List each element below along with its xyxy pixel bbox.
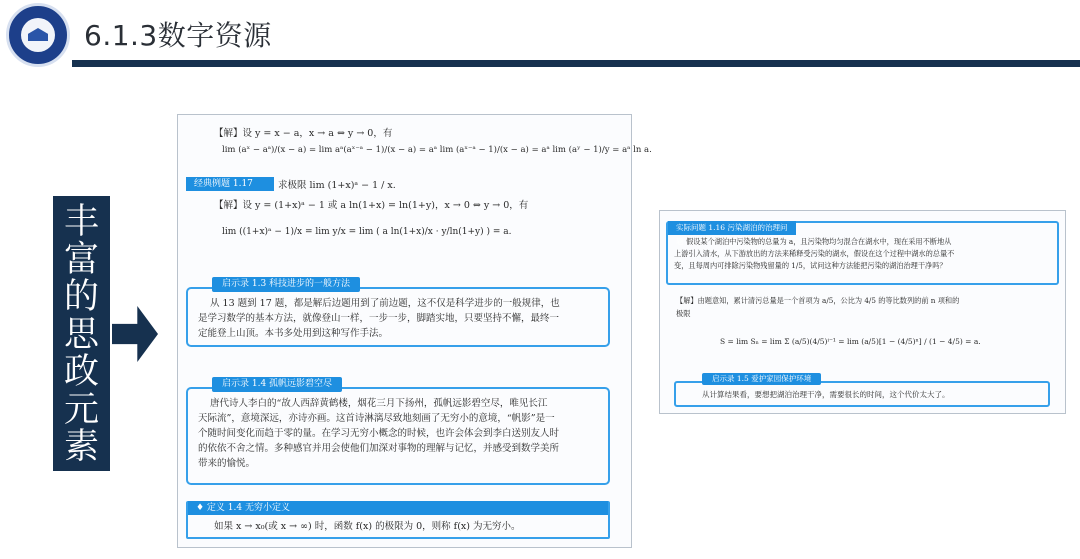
insight-line: 的依依不舍之情。多种感官并用会使他们加深对事物的理解与记忆，并感受到数学美所: [198, 443, 560, 454]
slide-title: 6.1.3数字资源: [84, 19, 272, 52]
header-rule: [72, 60, 1080, 67]
insight-line: 天际流”，意境深远，亦诗亦画。这首诗淋漓尽致地刻画了无穷小的意境，“帆影”是一: [198, 413, 555, 424]
solution-line-1: 【解】设 y = x − a，x → a ⇔ y → 0，有: [214, 128, 393, 139]
problem-line: 变，且每周内可排除污染物残留量的 1/5，试问这种方法能把污染的湖泊治理干净吗？: [674, 261, 947, 270]
insight-line: 从 13 题到 17 题，都是解后边题用到了前边题，这不仅是科学进步的一般规律，也: [210, 298, 560, 309]
insight-line: 定能登上山顶。本书多处用到这种写作手法。: [198, 328, 389, 339]
side-label: 丰 富 的 思 政 元 素: [63, 202, 99, 467]
insight-line: 个随时间变化而趋于零的量。在学习无穷小概念的时候，也许会体会到李白送别友人时: [198, 428, 560, 439]
slide-header: [0, 0, 1080, 62]
formula-1: lim (aˣ − aᵃ)/(x − a) = lim aᵃ(aˣ⁻ᵃ − 1)/(x − a) = aᵃ lim (aˣ⁻ᵃ − 1)/(x − a) = aᵃ lim (aʸ − 1)/y = aᵃ ln a.: [222, 145, 652, 155]
insight-line: 带来的愉悦。: [198, 458, 256, 469]
university-logo: [6, 3, 70, 67]
insight-title-1-3: 启示录 1.3 科技进步的一般方法: [212, 277, 360, 292]
insight-title-1-4: 启示录 1.4 孤帆远影碧空尽: [212, 377, 342, 392]
solution-line: 极限: [676, 309, 691, 318]
insight-line: 唐代诗人李白的“故人西辞黄鹤楼，烟花三月下扬州，孤帆远影碧空尽，唯见长江: [210, 398, 548, 409]
problem-tag: 实际问题 1.16 污染湖泊的治理问题: [668, 221, 796, 235]
definition-title: ♦ 定义 1.4 无穷小定义: [188, 501, 608, 515]
right-arrow-icon: [112, 306, 158, 362]
insight-text: 从计算结果看，要想把湖泊治理干净，需要很长的时间，这个代价太大了。: [702, 390, 950, 399]
insight-line: 是学习数学的基本方法，就像登山一样，一步一步，脚踏实地，只要坚持不懈，最终一: [198, 313, 560, 324]
example-tag: 经典例题 1.17: [186, 177, 274, 191]
left-document-image: [177, 114, 652, 548]
insight-title-1-5: 启示录 1.5 爱护家园保护环境: [702, 373, 821, 385]
side-label-box: [53, 196, 110, 471]
right-document-image: [659, 210, 1066, 414]
formula-2: lim ((1+x)ᵃ − 1)/x = lim y/x = lim ( a ln(1+x)/x · y/ln(1+y) ) = a.: [222, 227, 512, 237]
example-text: 求极限 lim (1+x)ᵃ − 1 / x.: [278, 180, 396, 191]
problem-line: 假设某个湖泊中污染物的总量为 a，且污染物均匀混合在湖水中，现在采用不断地从: [686, 237, 952, 246]
solution-line-2: 【解】设 y = (1+x)ᵃ − 1 或 a ln(1+x) = ln(1+y)，x → 0 ⇔ y → 0，有: [214, 200, 529, 211]
solution-line: 【解】由题意知，累计清污总量是一个首项为 a/5，公比为 4/5 的等比数列的前 n 项和的: [676, 296, 960, 305]
definition-text: 如果 x → x₀(或 x → ∞) 时，函数 f(x) 的极限为 0，则称 f(x) 为无穷小。: [214, 521, 521, 532]
solution-formula: S = lim Sₙ = lim Σ (a/5)(4/5)ⁱ⁻¹ = lim (a/5)[1 − (4/5)ⁿ] / (1 − 4/5) = a.: [720, 337, 981, 346]
problem-line: 上游引入清水，从下游放出的方法来稀释受污染的湖水，假设在这个过程中湖水的总量不: [674, 249, 955, 258]
